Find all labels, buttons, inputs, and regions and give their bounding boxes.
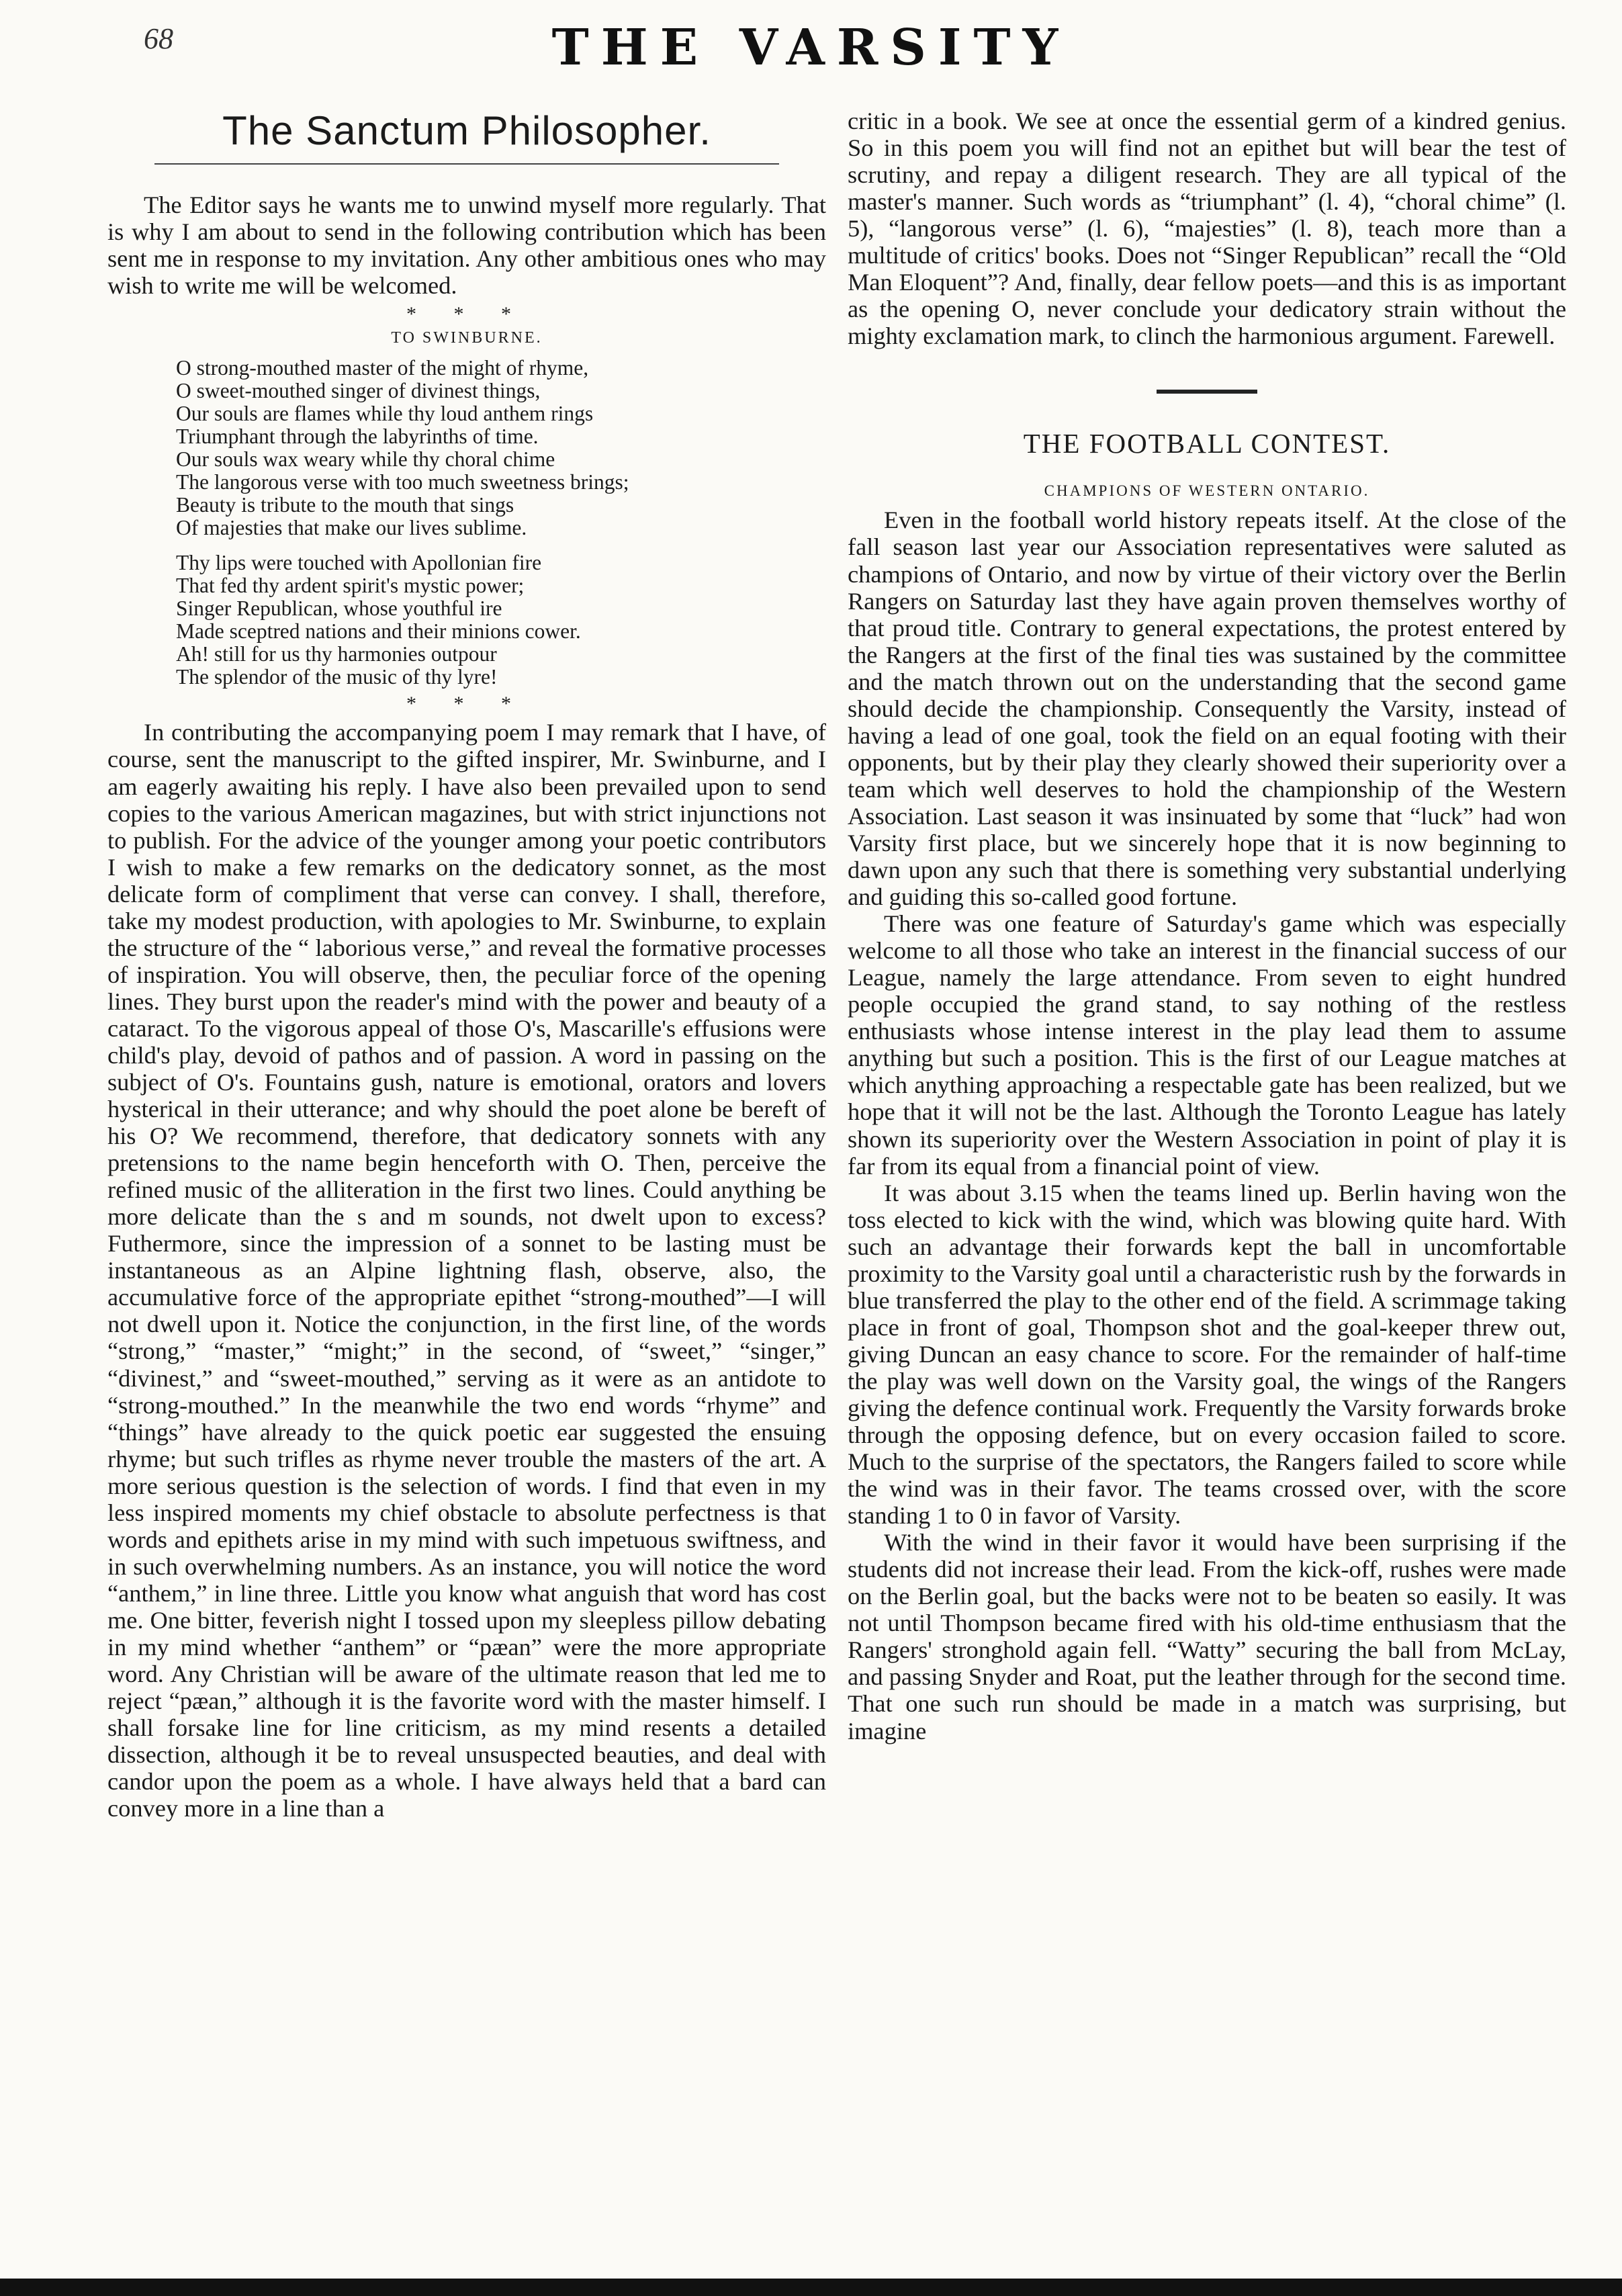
football-paragraph: There was one feature of Saturday's game which was especially welcome to all those who take an interest in the financial success of our League, namely the large attendance. From seven to eight hundred people occupied the grand stand, to say nothing of the restless enthusiasts whose intense interest in the play lead them to assume anything but such a position. This is the first of our League matches at which anything approaching a respectable gate has been realized, but we hope that it will not be the last. Although the Toronto League has lately shown its superiority over the Western Association in point of play it is far from its equal from a financial point of view. — [848, 910, 1566, 1180]
poem-line: The langorous verse with too much sweetness brings; — [176, 470, 629, 494]
page-bottom-edge — [0, 2279, 1622, 2296]
poem-dedication: TO SWINBURNE. — [391, 329, 543, 347]
left-column — [107, 107, 826, 2168]
poem-line: O sweet-mouthed singer of divinest things, — [176, 379, 541, 403]
poem-line: Our souls wax weary while thy choral chime — [176, 447, 555, 472]
stars-divider-2: * * * — [406, 693, 527, 715]
poem-line: Our souls are flames while thy loud anthem rings — [176, 402, 594, 426]
football-paragraph: It was about 3.15 when the teams lined up. Berlin having won the toss elected to kick with the wind, which was blowing quite hard. With such an advantage their forwards kept the ball in uncomfortable proximity to the Varsity goal until a characteristic rush by the forwards in blue transferred the play to the other end of the field. A scrimmage taking place in front of goal, Thompson shot and the goal-keeper threw out, giving Duncan an easy chance to score. For the remainder of half-time the play was well down on the Varsity goal, the wings of the Rangers giving the defence continual work. Frequently the Varsity forwards broke through the opposing defence, but on every occasion failed to score. Much to the surprise of the spectators, the Rangers failed to score while the wind was in their favor. The teams crossed over, with the score standing 1 to 0 in favor of Varsity. — [848, 1179, 1566, 1530]
poem-line: Thy lips were touched with Apollonian fire — [176, 551, 542, 575]
page-number: 68 — [144, 22, 173, 55]
poem-line: Singer Republican, whose youthful ire — [176, 597, 502, 621]
poem-line: Made sceptred nations and their minions cower. — [176, 619, 581, 644]
poem-line: Beauty is tribute to the mouth that sings — [176, 493, 514, 517]
football-title: THE FOOTBALL CONTEST. — [1023, 428, 1391, 459]
section-divider — [1157, 390, 1257, 394]
poem — [176, 357, 826, 689]
poem-line: Ah! still for us thy harmonies outpour — [176, 642, 497, 666]
poem-line: Of majesties that make our lives sublime. — [176, 516, 527, 540]
sanctum-body: In contributing the accompanying poem I may remark that I have, of course, sent the manuscript to the gifted inspirer, Mr. Swinburne, and I am eagerly awaiting his reply. I have also been prevailed upon to send copies to the various American magazines, but with strict injunctions not to publish. For the advice of the younger among your poetic contributors I wish to make a few remarks on the dedicatory sonnet, as the most delicate form of compliment that verse can convey. I shall, therefore, take my modest production, with apologies to Mr. Swinburne, to explain the structure of the “ laborious verse,” and reveal the formative processes of inspiration. You will observe, then, the peculiar force of the opening lines. They burst upon the reader's mind with the power and beauty of a cataract. To the vigorous appeal of those O's, Mascarille's effusions were child's play, devoid of pathos and of passion. A word in passing on the subject of O's. Fountains gush, nature is emotional, orators and lovers hysterical in their utterance; and why should the poet alone be bereft of his O? We recommend, therefore, that dedicatory sonnets with any pretensions to the name begin henceforth with O. Then, perceive the refined music of the alliteration in the first two lines. Could anything be more delicate than the s and m sounds, not dwelt upon to excess? Futhermore, since the impression of a sonnet to be lasting must be instantaneous as an Alpine lightning flash, observe, also, the accumulative force of the appropriate epithet “strong-mouthed”—I will not dwell upon it. Notice the conjunction, in the first line, of the words “strong,” “master,” “might;” in the second, of “sweet,” “singer,” “divinest,” and “sweet-mouthed,” serving as it were as an antidote to “strong-mouthed.” In the meanwhile the two end words “rhyme” and “things” have already to the quick poetic ear suggested the ensuing rhyme; but such trifles as rhyme never trouble the masters of the art. A more serious question is the selection of words. I find that even in my less inspired moments my chief obstacle to absolute perfectness is that words and epithets arise in my mind with such impetuous swiftness, and in such overwhelming numbers. As an instance, you will notice the word “anthem,” in line three. Little you know what anguish that word has cost me. One bitter, feverish night I tossed upon my sleepless pillow debating in my mind whether “anthem” or “pæan” were the more appropriate word. Any Christian will be aware of the ultimate reason that led me to reject “pæan,” although it is the favorite word with the master himself. I shall forsake line for line criticism, as my mind resents a detailed dissection, although it be to reveal unsuspected beauties, and deal with candor upon the poem as a whole. I have always held that a bard can convey more in a line than a — [107, 719, 826, 1822]
poem-line: The splendor of the music of thy lyre! — [176, 665, 498, 689]
football-paragraph: With the wind in their favor it would have been surprising if the students did not increase their lead. From the kick-off, rushes were made on the Berlin goal, but the backs were not to be beaten so easily. It was not until Thompson became fired with his old-time enthusiasm that the Rangers' stronghold again fell. “Watty” securing the ball from McLay, and passing Snyder and Roat, put the leather through for the second time. That one such run should be made in a match was surprising, but imagine — [848, 1529, 1566, 1745]
stanza-gap — [176, 539, 826, 551]
sanctum-title: The Sanctum Philosopher. — [222, 108, 711, 153]
stars-divider: * * * — [406, 303, 527, 326]
football-subtitle: CHAMPIONS OF WESTERN ONTARIO. — [1044, 482, 1370, 500]
football-paragraph: Even in the football world history repeats itself. At the close of the fall season last year our Association representatives were saluted as champions of Ontario, and now by virtue of their victory over the Berlin Rangers on Saturday last they have again proven themselves worthy of that proud title. Contrary to general expectations, the protest entered by the Rangers at the first of the final ties was sustained by the committee and the match thrown out on the understanding that the second game should decide the championship. Consequently the Varsity, instead of having a lead of one goal, took the field on an equal footing with their opponents, but by their play they clearly showed their superiority over a team which well deserves to hold the championship of the Western Association. Last season it was insinuated by some that “luck” had won Varsity first place, but we sincerely hope that it is now beginning to dawn upon any such that there is something very substantial underlying and guiding this so-called good fortune. — [848, 506, 1566, 911]
sanctum-intro: The Editor says he wants me to unwind myself more regularly. That is why I am about to send in the following contribution which has been sent me in response to my invitation. Any other ambitious ones who may wish to write me will be welcomed. — [107, 191, 826, 300]
title-rule — [154, 163, 779, 165]
sanctum-continuation: critic in a book. We see at once the essential germ of a kindred genius. So in this poem you will find not an epithet but will bear the test of scrutiny, and repay a diligent research. They are all typical of the master's manner. Such words as “triumphant” (l. 4), “choral chime” (l. 5), “langorous verse” (l. 6), “majesties” (l. 8), teach more than a multitude of critics' books. Does not “Singer Republican” recall the “Old Man Eloquent”? And, finally, dear fellow poets—and this is as important as the opening O, never conclude your dedicatory strain without the mighty exclamation mark, to clinch the harmonious argument. Farewell. — [848, 107, 1566, 350]
right-column — [848, 107, 1566, 2168]
masthead: THE VARSITY — [551, 19, 1071, 77]
poem-line: That fed thy ardent spirit's mystic power; — [176, 574, 525, 598]
poem-line: Triumphant through the labyrinths of time. — [176, 425, 539, 449]
poem-line: O strong-mouthed master of the might of rhyme, — [176, 356, 589, 380]
